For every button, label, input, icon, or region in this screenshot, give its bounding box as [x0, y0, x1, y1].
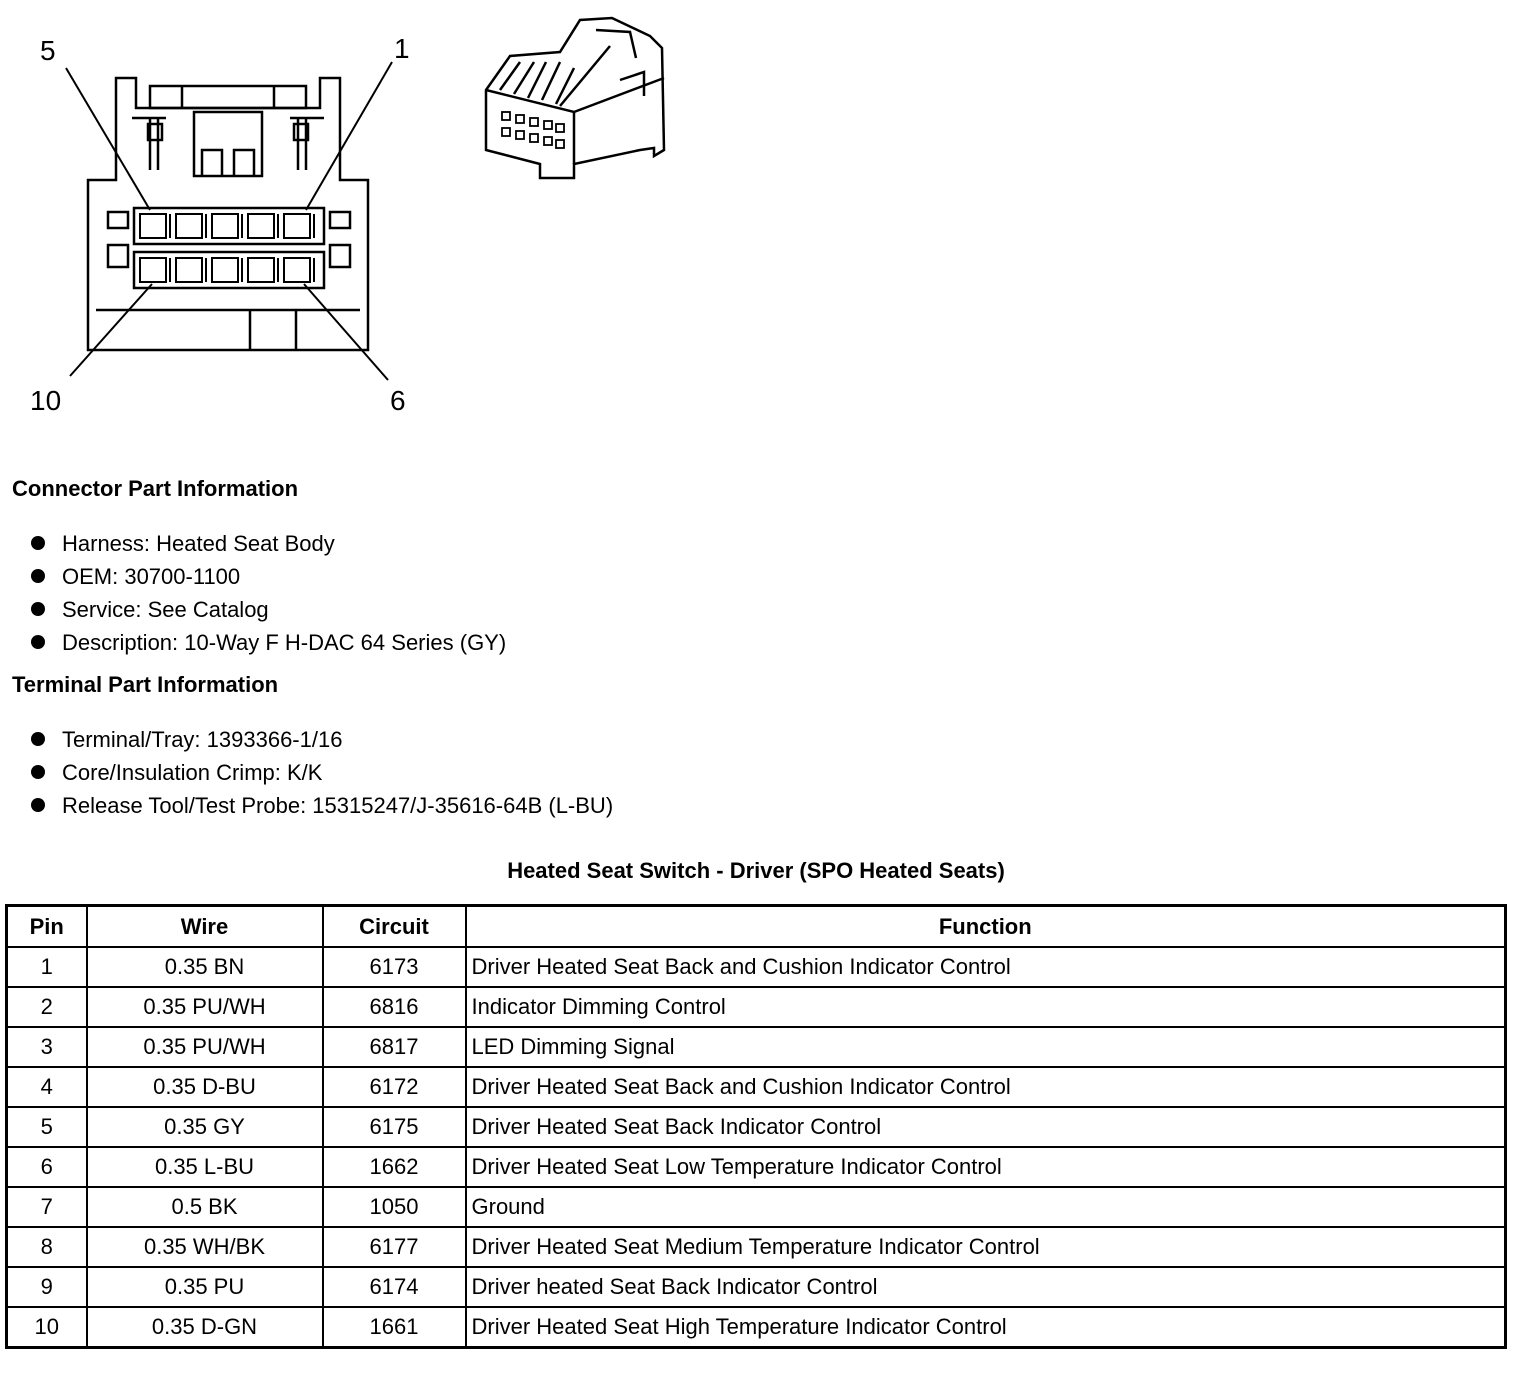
cell-pin: 6: [7, 1147, 87, 1187]
table-row: [7, 1187, 1506, 1227]
cavity-10: [140, 258, 166, 282]
cell-wire: 0.35 GY: [87, 1107, 323, 1147]
header-pin: Pin: [7, 906, 87, 948]
table-row: [7, 1307, 1506, 1348]
list-item: Service: See Catalog: [30, 593, 506, 626]
cell-function: Driver Heated Seat Medium Temperature Indicator Control: [466, 1227, 1506, 1267]
connector-info-heading: Connector Part Information: [12, 476, 299, 501]
cavity-5: [140, 214, 166, 238]
table-row: [7, 947, 1506, 987]
cell-pin: 7: [7, 1187, 87, 1227]
cavity-6: [284, 258, 310, 282]
list-item: Core/Insulation Crimp: K/K: [30, 756, 613, 789]
list-item: Release Tool/Test Probe: 15315247/J-35616-64B (L-BU): [30, 789, 613, 822]
leader-line-6: [304, 284, 388, 380]
cell-wire: 0.35 BN: [87, 947, 323, 987]
cell-pin: 2: [7, 987, 87, 1027]
cell-circuit: 6816: [323, 987, 466, 1027]
cavity-9: [176, 258, 202, 282]
cell-circuit: 1662: [323, 1147, 466, 1187]
cell-pin: 9: [7, 1267, 87, 1307]
table-row: [7, 1107, 1506, 1147]
cell-wire: 0.35 D-GN: [87, 1307, 323, 1348]
header-function: Function: [466, 906, 1506, 948]
cell-function: Driver Heated Seat Back and Cushion Indicator Control: [466, 1067, 1506, 1107]
leader-line-5: [66, 68, 150, 210]
header-circuit: Circuit: [323, 906, 466, 948]
cell-circuit: 6175: [323, 1107, 466, 1147]
cell-pin: 1: [7, 947, 87, 987]
connector-diagram: [0, 0, 700, 440]
cavity-7: [248, 258, 274, 282]
cell-wire: 0.35 PU/WH: [87, 987, 323, 1027]
cell-function: Ground: [466, 1187, 1506, 1227]
bullet-icon: [31, 602, 45, 616]
cavity-1: [284, 214, 310, 238]
connector-isometric-view: [486, 18, 664, 178]
list-item: Description: 10-Way F H-DAC 64 Series (GY): [30, 626, 506, 659]
table-row: [7, 1067, 1506, 1107]
cell-circuit: 1661: [323, 1307, 466, 1348]
table-title: Heated Seat Switch - Driver (SPO Heated Seats): [507, 858, 1005, 883]
cavity-2: [248, 214, 274, 238]
cell-function: Driver Heated Seat Low Temperature Indicator Control: [466, 1147, 1506, 1187]
cell-circuit: 6177: [323, 1227, 466, 1267]
cell-pin: 10: [7, 1307, 87, 1348]
cell-function: Indicator Dimming Control: [466, 987, 1506, 1027]
terminal-info-heading: Terminal Part Information: [12, 672, 279, 697]
table-header-row: [7, 906, 1506, 948]
cell-function: Driver Heated Seat Back Indicator Control: [466, 1107, 1506, 1147]
cell-wire: 0.35 PU: [87, 1267, 323, 1307]
list-item: Harness: Heated Seat Body: [30, 527, 506, 560]
table-row: [7, 1227, 1506, 1267]
bullet-icon: [31, 765, 45, 779]
table-row: [7, 1147, 1506, 1187]
cell-circuit: 6172: [323, 1067, 466, 1107]
pin-label-5: 5: [40, 35, 56, 66]
cell-function: Driver Heated Seat High Temperature Indicator Control: [466, 1307, 1506, 1348]
cell-circuit: 6174: [323, 1267, 466, 1307]
cell-pin: 3: [7, 1027, 87, 1067]
cell-circuit: 6817: [323, 1027, 466, 1067]
cavity-3: [212, 214, 238, 238]
pin-label-10: 10: [30, 385, 62, 416]
cell-pin: 8: [7, 1227, 87, 1267]
list-item: OEM: 30700-1100: [30, 560, 506, 593]
pin-label-6: 6: [390, 385, 406, 416]
cell-wire: 0.5 BK: [87, 1187, 323, 1227]
cell-function: Driver heated Seat Back Indicator Control: [466, 1267, 1506, 1307]
bullet-icon: [31, 732, 45, 746]
cavity-8: [212, 258, 238, 282]
table-row: [7, 1027, 1506, 1067]
cell-pin: 5: [7, 1107, 87, 1147]
bullet-icon: [31, 635, 45, 649]
leader-line-10: [70, 284, 152, 376]
bullet-icon: [31, 536, 45, 550]
cell-pin: 4: [7, 1067, 87, 1107]
connector-info-list: [30, 527, 506, 659]
table-row: [7, 987, 1506, 1027]
cell-function: LED Dimming Signal: [466, 1027, 1506, 1067]
cell-wire: 0.35 PU/WH: [87, 1027, 323, 1067]
cell-circuit: 1050: [323, 1187, 466, 1227]
cell-function: Driver Heated Seat Back and Cushion Indicator Control: [466, 947, 1506, 987]
bullet-icon: [31, 569, 45, 583]
cell-circuit: 6173: [323, 947, 466, 987]
cell-wire: 0.35 D-BU: [87, 1067, 323, 1107]
cavity-4: [176, 214, 202, 238]
cell-wire: 0.35 WH/BK: [87, 1227, 323, 1267]
pin-label-1: 1: [394, 33, 410, 64]
terminal-info-list: [30, 723, 613, 822]
table-row: [7, 1267, 1506, 1307]
pinout-table: [5, 904, 1507, 1349]
bullet-icon: [31, 798, 45, 812]
header-wire: Wire: [87, 906, 323, 948]
list-item: Terminal/Tray: 1393366-1/16: [30, 723, 613, 756]
cell-wire: 0.35 L-BU: [87, 1147, 323, 1187]
